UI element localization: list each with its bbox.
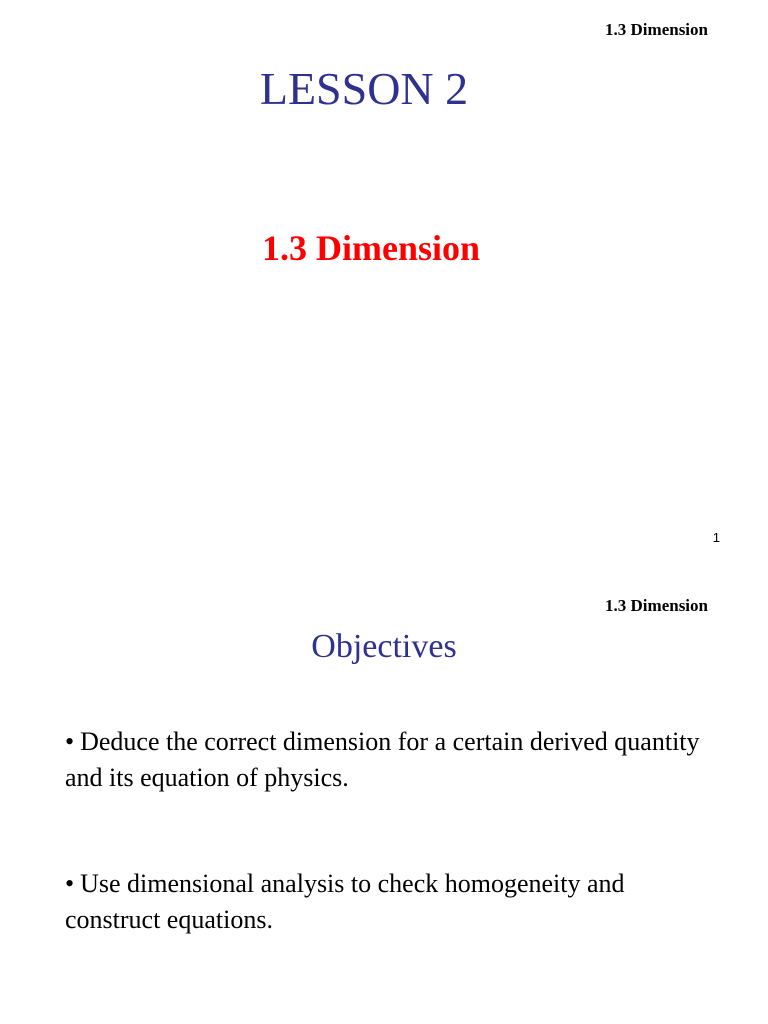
section-title: 1.3 Dimension [261,228,481,268]
objectives-list [65,724,725,1008]
bullet-dot-icon: • [65,869,75,898]
slide-2 [0,576,768,1024]
objective-text: Use dimensional analysis to check homogeneity and construct equations. [65,869,625,934]
objective-text: Deduce the correct dimension for a certain derived quantity and its equation of physics. [65,727,700,792]
list-item [65,724,725,796]
objectives-title: Objectives [311,628,457,665]
lesson-title: LESSON 2 [259,63,469,114]
page-number: 1 [712,530,720,545]
slide-header-label: 1.3 Dimension [605,20,708,39]
bullet-dot-icon: • [65,727,75,756]
list-item [65,866,725,938]
slide-header-label: 1.3 Dimension [605,596,708,615]
